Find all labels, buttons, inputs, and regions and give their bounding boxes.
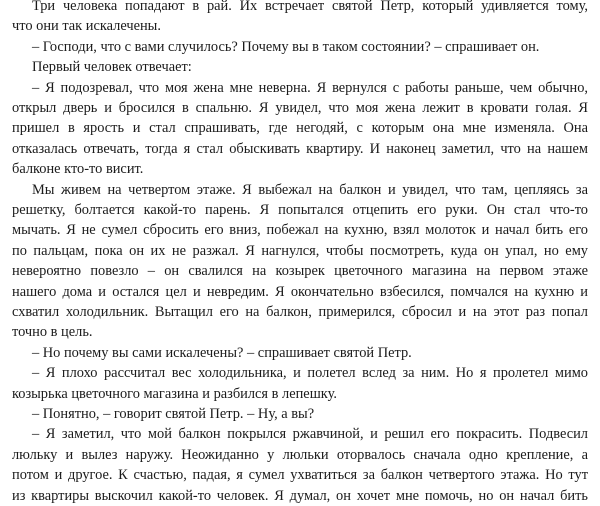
text-line: открыл дверь и бросился в спальню. Я увидел, что моя жена лежит в кровати голая. Я — [12, 100, 588, 116]
text-line: – Я заметил, что мой балкон покрылся ржавчиной, и решил его покрасить. Подвесил — [32, 426, 588, 443]
text-line: пришел в ярость и стал спрашивать, где негодяй, с которым она мне изменяла. Она — [12, 120, 588, 137]
text-line: – Господи, что с вами случилось? Почему вы в таком состоянии? – спрашивает он. — [32, 38, 540, 55]
text-line: отказалась отвечать, тогда я стал обыскивать квартиру. И наконец заметил, что на нашем — [12, 140, 588, 157]
text-line: – Я плохо рассчитал вес холодильника, и полетел вслед за ним. Но я пролетел мимо — [32, 365, 588, 382]
text-line: Мы живем на четвертом этаже. Я выбежал на балкон и увидел, что там, цепляясь за — [32, 181, 588, 198]
text-line: мычать. Я не сумел сбросить его вниз, побежал на кухню, взял молоток и начал бить его — [12, 222, 588, 239]
text-line: схватил холодильник. Вытащил его на балкон, примерился, сбросил и на этот раз попал — [12, 304, 588, 320]
text-line: люльку и вылез наружу. Неожиданно у люльки оторвалось сначала одно крепление, а — [12, 446, 588, 463]
text-line: Первый человек отвечает: — [32, 59, 192, 76]
text-line: – Понятно, – говорит святой Петр. – Ну, а вы? — [32, 406, 315, 422]
text-line: нашего дома и остался цел и невредим. Я окончательно взбесился, помчался на кухню и — [12, 283, 588, 300]
text-line: потом и другое. К счастью, падая, я сумел ухватиться за балкон четвертого этажа. Но тут — [12, 467, 588, 484]
text-line: – Я подозревал, что моя жена мне неверна. Я вернулся с работы раньше, чем обычно, — [32, 79, 588, 96]
text-line: что они так искалечены. — [12, 18, 161, 35]
text-line: из квартиры выскочил какой-то человек. Я думал, он хочет мне помочь, но он начал бить — [12, 487, 588, 504]
text-line: – Но почему вы сами искалечены? – спрашивает святой Петр. — [32, 344, 412, 361]
text-line: балконе кто-то висит. — [12, 161, 144, 178]
text-line: решетку, болтается какой-то парень. Я попытался отцепить его руки. Он стал что-то — [12, 202, 588, 218]
text-line: козырька цветочного магазина и разбился в лепешку. — [12, 385, 337, 402]
text-line: невероятно повезло – он свалился на козырек цветочного магазина на первом этаже — [12, 263, 588, 280]
text-line: точно в цель. — [12, 324, 93, 341]
text-line: по пальцам, пока он их не разжал. Я нагнулся, чтобы посмотреть, куда он упал, но ему — [12, 242, 588, 259]
text-line: Три человека попадают в рай. Их встречает святой Петр, который удивляется тому, — [32, 0, 588, 14]
